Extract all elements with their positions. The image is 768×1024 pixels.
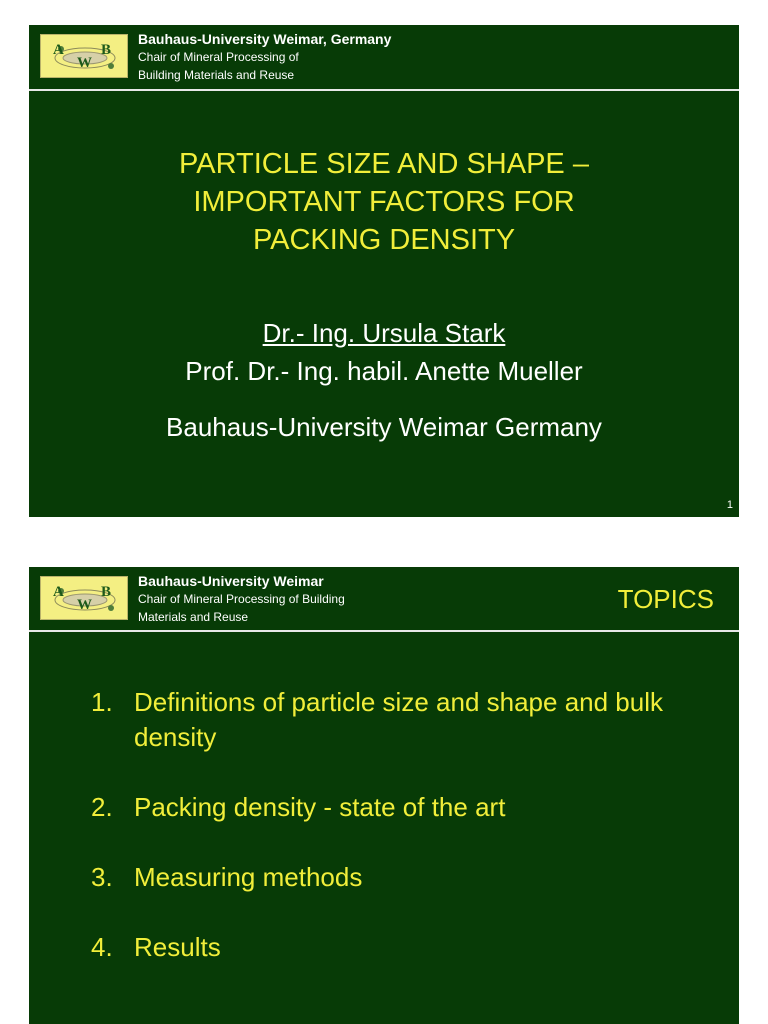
list-item-number: 2. [91, 792, 113, 822]
list-item-number: 3. [91, 862, 113, 892]
logo-letter-b: B [101, 584, 112, 600]
awb-logo [40, 34, 128, 78]
institution-name: Bauhaus-University Weimar [138, 573, 324, 589]
title-line: IMPORTANT FACTORS FOR [193, 186, 575, 218]
page-number: 1 [726, 499, 733, 511]
list-item-text: Packing density - state of the art [134, 792, 506, 822]
header-divider [29, 630, 739, 632]
chair-line-1: Chair of Mineral Processing of [138, 50, 299, 64]
presentation-title [29, 145, 739, 259]
list-item-number: 4. [91, 932, 113, 962]
logo-letter-w: W [77, 55, 92, 71]
list-item-text: Measuring methods [134, 862, 363, 892]
slide-heading-topics: TOPICS [617, 584, 714, 614]
list-item-text: Results [134, 932, 221, 962]
header-divider [29, 89, 739, 91]
topics-list [91, 685, 711, 1000]
affiliation: Bauhaus-University Weimar Germany [166, 412, 602, 442]
institution-name: Bauhaus-University Weimar, Germany [138, 31, 392, 47]
slide-topics [29, 567, 739, 1024]
list-item [91, 685, 711, 755]
title-line: PARTICLE SIZE AND SHAPE – [179, 148, 589, 180]
author-primary-name: Dr.- Ing. Ursula Stark [262, 318, 506, 348]
logo-letter-a: A [53, 42, 64, 58]
logo-letter-a: A [53, 584, 64, 600]
chair-line-1: Chair of Mineral Processing of Building [138, 592, 345, 606]
author-primary [29, 317, 739, 349]
slide-header-text [138, 30, 391, 84]
chair-line-2: Materials and Reuse [138, 610, 249, 624]
list-item [91, 790, 711, 825]
title-line: PACKING DENSITY [252, 224, 516, 256]
list-item-number: 1. [91, 687, 113, 717]
author-secondary: Prof. Dr.- Ing. habil. Anette Mueller [185, 356, 583, 386]
logo-letter-w: W [77, 597, 92, 613]
list-item [91, 860, 711, 895]
slide-title [29, 25, 739, 517]
chair-line-2: Building Materials and Reuse [138, 68, 295, 82]
logo-letter-b: B [101, 42, 112, 58]
slide-header-text [138, 572, 345, 626]
list-item [91, 930, 711, 965]
awb-logo [40, 576, 128, 620]
list-item-text: Definitions of particle size and shape and bulk density [134, 687, 663, 752]
